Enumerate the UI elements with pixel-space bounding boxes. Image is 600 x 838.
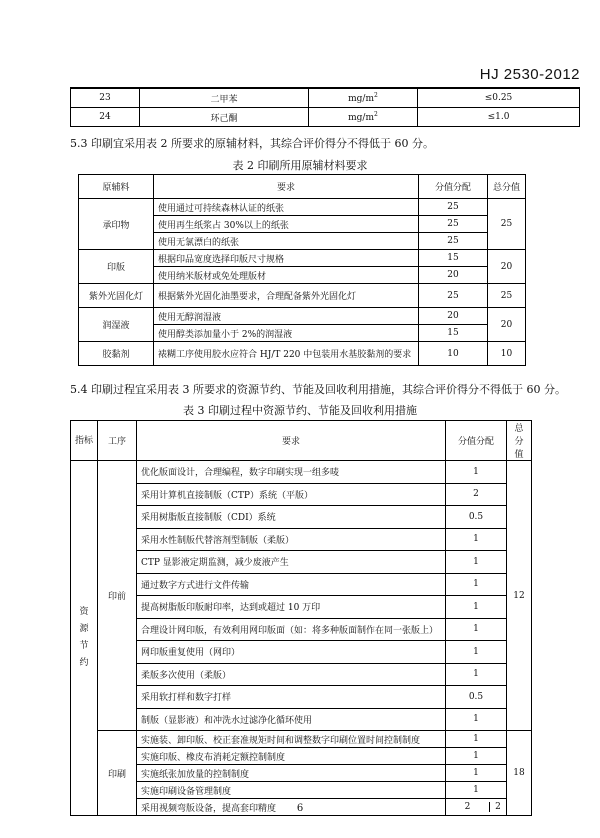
- score-value: 1: [446, 782, 507, 799]
- indicator-char: 节: [79, 641, 89, 651]
- score-value: 25: [419, 284, 488, 308]
- table-row: [79, 250, 526, 267]
- material-name: 承印物: [79, 199, 154, 250]
- requirement-text: 使用无氯漂白的纸张: [154, 233, 419, 250]
- table-row: [71, 686, 532, 709]
- table-row: [71, 573, 532, 596]
- total-score: 12: [507, 461, 532, 731]
- indicator-char: 约: [79, 658, 89, 668]
- table3-header-indicator: 指标: [71, 421, 98, 461]
- table-row: [79, 199, 526, 216]
- score-value: 1: [446, 641, 507, 664]
- requirement-text: 使用无醇润湿液: [154, 308, 419, 325]
- score-value: 25: [419, 216, 488, 233]
- score-value: 1: [446, 461, 507, 484]
- requirement-text: 使用再生纸浆占 30%以上的纸张: [154, 216, 419, 233]
- limit-value: ≤0.25: [418, 89, 580, 108]
- table3-header-requirement: 要求: [137, 421, 446, 461]
- total-score: 10: [488, 342, 526, 366]
- requirement-text: 合理设计网印版，有效利用网印版面（如：将多种版面制作在同一张版上）: [137, 618, 446, 641]
- table-row: [71, 506, 532, 529]
- score-value: 0.5: [446, 506, 507, 529]
- table-row: [71, 483, 532, 506]
- score-value: 10: [419, 342, 488, 366]
- material-name: 印版: [79, 250, 154, 284]
- requirement-text: 采用计算机直接制版（CTP）系统（平版）: [137, 483, 446, 506]
- score-value: 15: [419, 325, 488, 342]
- table-row: [71, 461, 532, 484]
- row-number: 24: [71, 108, 140, 127]
- table-row: [71, 782, 532, 799]
- score-value: 25: [419, 233, 488, 250]
- table3: [70, 420, 532, 816]
- unit: [309, 108, 418, 127]
- table3-header-process: 工序: [98, 421, 137, 461]
- requirement-text: 实施纸张加放量的控制制度: [137, 765, 446, 782]
- top-table: [70, 88, 580, 127]
- table-row: [71, 551, 532, 574]
- table2-caption: 表 2 印刷所用原辅材料要求: [232, 159, 368, 172]
- requirement-text: 使用通过可持续森林认证的纸张: [154, 199, 419, 216]
- material-name: 润湿液: [79, 308, 154, 342]
- requirement-text: 根据紫外光固化油墨要求，合理配备紫外光固化灯: [154, 284, 419, 308]
- page-number: 6: [296, 803, 304, 814]
- paragraph-5-4: 5.4 印刷过程宜采用表 3 所要求的资源节约、节能及回收利用措施，其综合评价得分不得低于 60 分。: [70, 383, 566, 396]
- requirement-text: 柔版多次使用（柔版）: [137, 663, 446, 686]
- table-row: [79, 308, 526, 325]
- score-value: 1: [446, 731, 507, 748]
- requirement-text: 裱糊工序使用胶水应符合 HJ/T 220 中包装用水基胶黏剂的要求: [154, 342, 419, 366]
- table-row: [71, 748, 532, 765]
- table-row: [71, 596, 532, 619]
- table-row: [79, 284, 526, 308]
- score-value: 1: [446, 708, 507, 731]
- table-row: [71, 663, 532, 686]
- requirement-text: 提高树脂版印版耐印率，达到或超过 10 万印: [137, 596, 446, 619]
- score-value: 15: [419, 250, 488, 267]
- row-number: 23: [71, 89, 140, 108]
- score-value: 20: [419, 267, 488, 284]
- requirement-text: 制版（显影液）和冲洗水过滤净化循环使用: [137, 708, 446, 731]
- total-score: 25: [488, 199, 526, 250]
- total-score: 20: [488, 308, 526, 342]
- table3-caption: 表 3 印刷过程中资源节约、节能及回收利用措施: [183, 404, 417, 417]
- requirement-text: 采用树脂版直接制版（CDI）系统: [137, 506, 446, 529]
- score-extra: 2: [495, 802, 501, 812]
- requirement-text: 通过数字方式进行文件传输: [137, 573, 446, 596]
- requirement-text: 使用醇类添加量小于 2%的润湿液: [154, 325, 419, 342]
- table-row: [71, 618, 532, 641]
- requirement-text: 采用视频弯版设备，提高套印精度: [137, 799, 446, 816]
- score-value: 1: [446, 551, 507, 574]
- table2-header-total: 总分值: [488, 175, 526, 199]
- requirement-text: 采用水性制版代替溶剂型制版（柔版）: [137, 528, 446, 551]
- table-row: [71, 765, 532, 782]
- score-value: 2: [446, 483, 507, 506]
- requirement-text: 网印版重复使用（网印）: [137, 641, 446, 664]
- material-name: 胶黏剂: [79, 342, 154, 366]
- substance-name: 环己酮: [140, 108, 309, 127]
- material-name: 紫外光固化灯: [79, 284, 154, 308]
- paragraph-5-3: 5.3 印刷宜采用表 2 所要求的原辅材料，其综合评价得分不得低于 60 分。: [70, 137, 434, 150]
- requirement-text: 实施印版、橡皮布消耗定额控制制度: [137, 748, 446, 765]
- score-value: 1: [446, 573, 507, 596]
- total-score: 20: [488, 250, 526, 284]
- requirement-text: 实施印刷设备管理制度: [137, 782, 446, 799]
- indicator-char: 资: [79, 607, 89, 617]
- table-row: [79, 342, 526, 366]
- total-score: 25: [488, 284, 526, 308]
- requirement-text: 采用软打样和数字打样: [137, 686, 446, 709]
- table-row: [71, 731, 532, 748]
- requirement-text: 优化版面设计，合理编程，数字印刷实现一组多唛: [137, 461, 446, 484]
- unit-superscript: 2: [374, 111, 378, 118]
- requirement-text: 根据印品宽度选择印版尺寸规格: [154, 250, 419, 267]
- table2-header-material: 原辅料: [79, 175, 154, 199]
- table2-header-score: 分值分配: [419, 175, 488, 199]
- substance-name: 二甲苯: [140, 89, 309, 108]
- score-value-part: 2: [446, 802, 490, 812]
- unit-text: mg/m: [348, 113, 375, 123]
- unit-text: mg/m: [348, 94, 375, 104]
- score-value: 0.5: [446, 686, 507, 709]
- table-row: [71, 89, 580, 108]
- indicator-cell: [71, 461, 98, 816]
- score-value: 1: [446, 748, 507, 765]
- table2: [78, 174, 526, 366]
- table-row: [71, 641, 532, 664]
- score-value: 1: [446, 663, 507, 686]
- requirement-text: 使用纳米版材或免处理版材: [154, 267, 419, 284]
- score-value: 1: [446, 528, 507, 551]
- process-name: 印前: [98, 461, 137, 731]
- process-name: 印刷: [98, 731, 137, 816]
- table2-header-requirement: 要求: [154, 175, 419, 199]
- table3-header-total: 总分值: [507, 421, 532, 461]
- indicator-char: 源: [79, 624, 89, 634]
- table-row: [71, 708, 532, 731]
- score-value: 1: [446, 618, 507, 641]
- table3-header-score: 分值分配: [446, 421, 507, 461]
- score-value: 1: [446, 765, 507, 782]
- score-value: 20: [419, 308, 488, 325]
- requirement-text: 实施装、卸印版、校正套准规矩时间和调整数字印刷位置时间控制制度: [137, 731, 446, 748]
- score-value: 1: [446, 596, 507, 619]
- total-score: 18: [507, 731, 532, 816]
- page-header-code: HJ 2530-2012: [479, 66, 580, 83]
- unit: [309, 89, 418, 108]
- limit-value: ≤1.0: [418, 108, 580, 127]
- table-row: [71, 108, 580, 127]
- unit-superscript: 2: [374, 92, 378, 99]
- requirement-text: CTP 显影液定期监测，减少废液产生: [137, 551, 446, 574]
- table-row: [71, 528, 532, 551]
- score-value: 25: [419, 199, 488, 216]
